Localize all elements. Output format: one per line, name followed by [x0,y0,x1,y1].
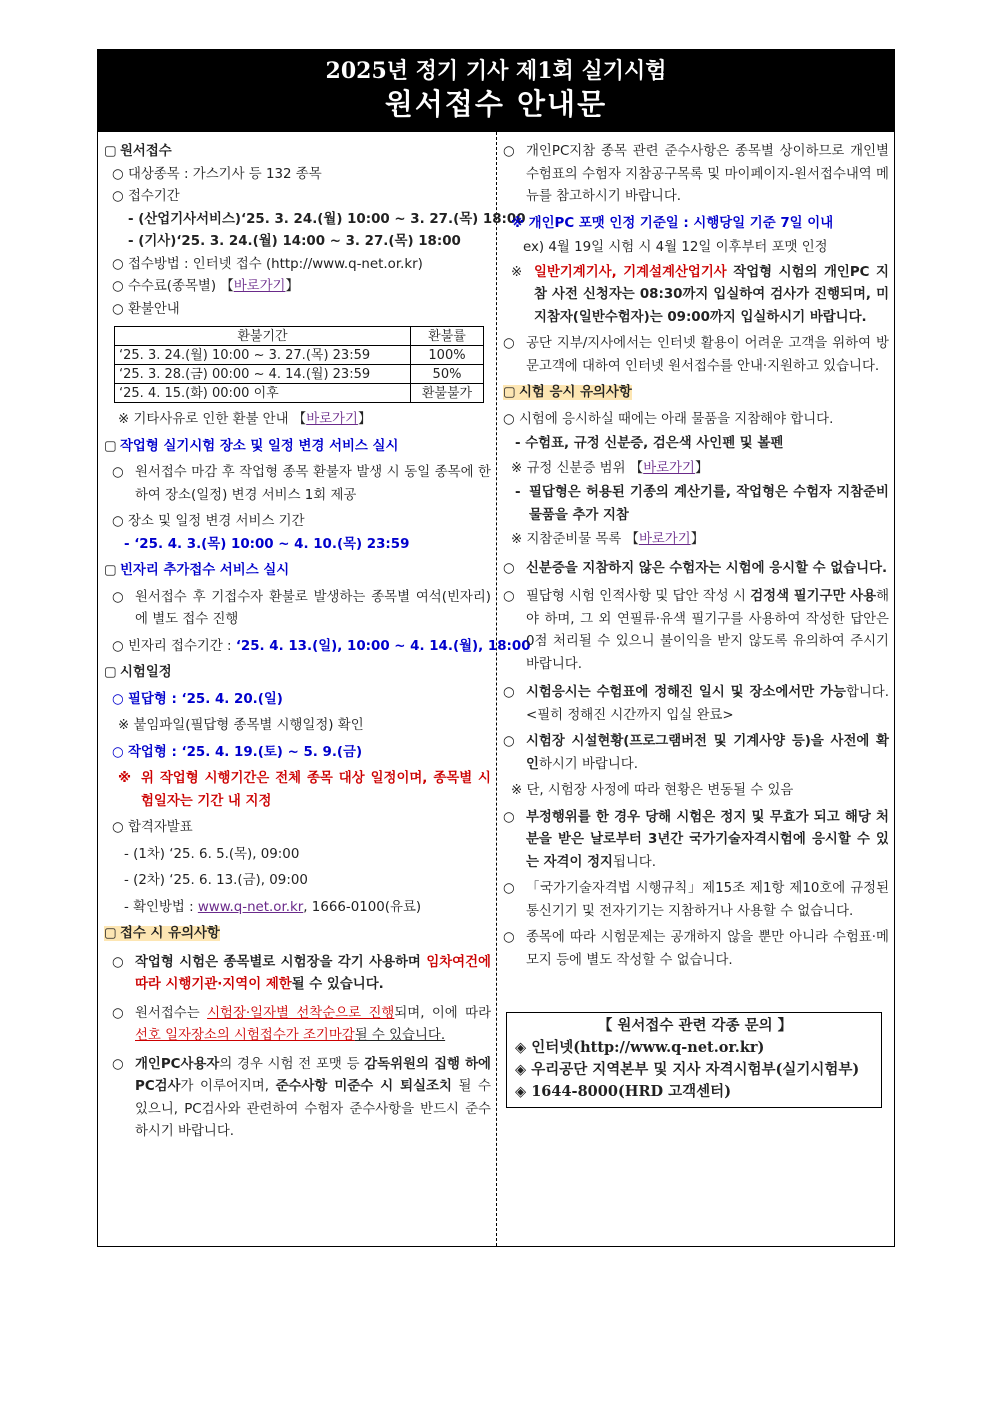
refund-header-period: 환불기간 [115,327,411,346]
result-1: - (1차) ‘25. 6. 5.(목), 09:00 [124,846,300,862]
table-row: ‘25. 4. 15.(화) 00:00 이후 환불불가 [115,384,484,403]
calculator-note: - 필답형은 허용된 기종의 계산기를, 작업형은 수험자 지참준비물품을 추가 지참 [515,485,889,523]
id-range: ※ 규정 신분증 범위 【바로가기】 [511,460,709,476]
circle-icon: ○ [503,411,515,427]
facility-change-note: ※ 단, 시험장 사정에 따라 현황은 변동될 수 있음 [511,783,794,798]
circle-icon: ○ [503,589,515,604]
result-check: - 확인방법 : www.q-net.or.kr, 1666-0100(유료) [124,899,422,915]
inquiry-box [506,1012,882,1108]
title-line-2: 원서접수 안내문 [384,87,608,121]
section-vacancy: ▢ 빈자리 추가접수 서비스 실시 [104,560,491,583]
section-exam-notes: ▢ 시험 응시 유의사항 [503,382,889,405]
inquiry-item: ◈ 우리공단 지역본부 및 지사 자격시험부(실기시험부) [515,1061,860,1078]
checkbox-icon: ▢ [503,385,516,400]
checkbox-icon: ▢ [104,563,117,578]
circle-icon: ○ [112,301,124,317]
other-refund-link[interactable]: 바로가기 [306,412,358,427]
title-line-1: 2025년 정기 기사 제1회 실기시험 [325,58,667,84]
circle-icon: ○ [503,144,515,159]
title-banner [98,50,894,132]
pc-format-example: ex) 4월 19일 시험 시 4월 12일 이후부터 포맷 인정 [523,240,828,255]
inquiry-item: ◈ 1644-8000(HRD 고객센터) [515,1083,732,1100]
circle-icon: ○ [112,465,124,480]
question-note: ○ 종목에 따라 시험문제는 공개하지 않을 뿐만 아니라 수험표·메모지 등에 별도 작성할 수 없습니다. [503,927,889,972]
result-2: - (2차) ‘25. 6. 13.(금), 09:00 [124,873,308,888]
supplies-list: ※ 지참준비물 목록 【바로가기】 [511,532,705,547]
section-schedule: ▢ 시험일정 [104,662,491,685]
device-note: ○ 「국가기술자격법 시행규칙」제15조 제1항 제10호에 규정된 통신기기 및 전자기기는 지참하거나 사용할 수 없습니다. [503,878,889,923]
period-label: ○ 접수기간 [104,186,491,209]
fee-link[interactable]: 바로가기 [233,279,286,294]
cheating-note: ○ 부정행위를 한 경우 당해 시험은 정지 및 무효가 되고 해당 처분을 받은 날로부터 3년간 국가기술자격시험에 응시할 수 있는 자격이 정지됩니다. [503,807,889,875]
table-row: ‘25. 3. 28.(금) 00:00 ~ 4. 14.(월) 23:59 50% [115,365,484,384]
pc-note: ○ 개인PC지참 종목 관련 준수사항은 종목별 상이하므로 개인별 수험표의 수험자 지참공구목록 및 마이페이지-원서접수내역 메뉴를 참고하시기 바랍니다. [503,141,889,209]
note-2: ○ 원서접수는 시험장·일자별 선착순으로 진행되며, 이에 따라 선호 일자장소의 시험접수가 조기마감될 수 있습니다. [104,1003,491,1048]
checkbox-icon: ▢ [104,665,117,680]
circle-icon: ○ [112,189,124,204]
note-1: ○ 작업형 시험은 종목별로 시험장을 각기 사용하며 임차여건에 따라 시행기관·지역이 제한될 수 있습니다. [104,952,491,997]
method-item: ○ 접수방법 : 인터넷 접수 (http://www.q-net.or.kr) [104,254,491,277]
notice-page [97,49,895,1247]
section-application: ▢ 원서접수 [104,141,491,164]
branch-note: ○ 공단 지부/지사에서는 인터넷 활용이 어려운 고객을 위하여 방문고객에 대하여 인터넷 원서접수를 안내·지원하고 있습니다. [503,333,889,378]
practical-date: ○ 작업형 : ‘25. 4. 19.(토) ~ 5. 9.(금) [104,742,491,765]
refund-header-rate: 환불률 [411,327,484,346]
vacancy-period: ○ 빈자리 접수기간 : ‘25. 4. 13.(일), 10:00 ~ 4. 14.(월), 18:00 [104,636,491,659]
change-period-label: ○ 장소 및 일정 변경 서비스 기간 [104,511,491,534]
circle-icon: ○ [112,638,124,654]
section-application-notes: ▢ 접수 시 유의사항 [104,923,491,946]
id-range-link[interactable]: 바로가기 [643,460,695,476]
other-refund-note: ※ 기타사유로 인한 환불 안내 【바로가기】 [118,412,372,427]
reference-mark: ※ [118,771,132,786]
inquiry-item: ◈ 인터넷(http://www.q-net.or.kr) [515,1039,765,1056]
venue-note: ○ 시험응시는 수험표에 정해진 일시 및 장소에서만 가능합니다. <필히 정해진 시간까지 입실 완료> [503,682,889,727]
circle-icon: ○ [112,691,124,707]
supplies-link[interactable]: 바로가기 [638,532,691,547]
circle-icon: ○ [112,589,124,605]
circle-icon: ○ [503,336,515,351]
circle-icon: ○ [112,1056,124,1072]
period-a: - (산업기사서비스)‘25. 3. 24.(월) 10:00 ~ 3. 27.(목) 18:00 [128,211,526,227]
pc-machine-note: ※ 일반기계기사, 기계설계산업기사 작업형 시험의 개인PC 지참 사전 신청자는 08:30까지 입실하여 검사가 진행되며, 미지참자(일반수험자)는 09:00까지 입실하시기 바랍니다. [503,262,889,330]
note-3: ○ 개인PC사용자의 경우 시험 전 포맷 등 감독위원의 집행 하에 PC검사가 이루어지며, 준수사항 미준수 시 퇴실조치 될 수 있으니, PC검사와 관련하여 수험자 준수사항을 반드시 준수하시기 바랍니다. [104,1054,491,1144]
period-b: - (기사)‘25. 3. 24.(월) 14:00 ~ 3. 27.(목) 18:00 [128,234,461,249]
inquiry-title: 【 원서접수 관련 각종 문의 】 [597,1017,793,1034]
fee-item: ○ 수수료(종목별) 【바로가기】 [104,276,491,299]
circle-icon: ○ [112,954,124,970]
checkbox-icon: ▢ [104,144,117,159]
right-column [503,132,889,1108]
refund-table [114,326,484,403]
facility-note: ○ 시험장 시설현황(프로그램버전 및 기계사양 등)을 사전에 확인하시기 바랍니다. [503,731,889,776]
reference-mark: ※ [511,264,523,280]
circle-icon: ○ [503,809,515,825]
table-row: ‘25. 3. 24.(월) 10:00 ~ 3. 27.(목) 23:59 100% [115,346,484,365]
qnet-link[interactable]: www.q-net.or.kr [197,899,304,915]
checkbox-icon: ▢ [104,926,117,941]
left-column [104,132,531,1144]
change-period: - ‘25. 4. 3.(목) 10:00 ~ 4. 10.(목) 23:59 [124,536,410,552]
practical-note: ※ 위 작업형 시행기간은 전체 종목 대상 일정이며, 종목별 시험일자는 기간 내 지정 [104,768,491,813]
circle-icon: ○ [503,734,515,749]
column-divider [496,132,497,1246]
circle-icon: ○ [503,685,515,700]
written-date: ○ 필답형 : ‘25. 4. 20.(일) [104,689,491,712]
id-required: ○ 신분증을 지참하지 않은 수험자는 시험에 응시할 수 없습니다. [503,558,889,581]
pen-note: ○ 필답형 시험 인적사항 및 답안 작성 시 검정색 필기구만 사용해야 하며, 그 외 연필류·유색 필기구를 사용하여 작성한 답안은 0점 처리될 수 있으니 불이익을 받지 않도록 유의하여 주시기 바랍니다. [503,586,889,676]
circle-icon: ○ [503,930,515,945]
section-change-service: ▢ 작업형 실기시험 장소 및 일정 변경 서비스 실시 [104,436,491,459]
target-item: ○ 대상종목 : 가스기사 등 132 종목 [104,164,491,187]
result-label: ○ 합격자발표 [104,817,491,840]
circle-icon: ○ [503,560,515,576]
circle-icon: ○ [112,514,124,529]
exam-items: ○ 시험에 응시하실 때에는 아래 물품을 지참해야 합니다. [503,409,889,432]
circle-icon: ○ [112,166,124,182]
circle-icon: ○ [112,279,124,294]
circle-icon: ○ [112,820,124,835]
refund-label: ○ 환불안내 [104,299,491,322]
written-note: ※ 붙임파일(필답형 종목별 시행일정) 확인 [118,718,364,733]
vacancy-desc: ○ 원서접수 후 기접수자 환불로 발생하는 종목별 여석(빈자리)에 별도 접수 진행 [104,587,491,632]
checkbox-icon: ▢ [104,438,117,454]
circle-icon: ○ [112,1005,124,1021]
circle-icon: ○ [503,881,515,896]
exam-items-list: - 수험표, 규정 신분증, 검은색 사인펜 및 볼펜 [515,436,784,451]
circle-icon: ○ [112,256,124,272]
change-desc: ○ 원서접수 마감 후 작업형 종목 환불자 발생 시 동일 종목에 한하여 장소(일정) 변경 서비스 1회 제공 [104,462,491,507]
pc-format-note: ※ 개인PC 포맷 인정 기준일 : 시행당일 기준 7일 이내 [511,215,834,231]
circle-icon: ○ [112,744,124,760]
